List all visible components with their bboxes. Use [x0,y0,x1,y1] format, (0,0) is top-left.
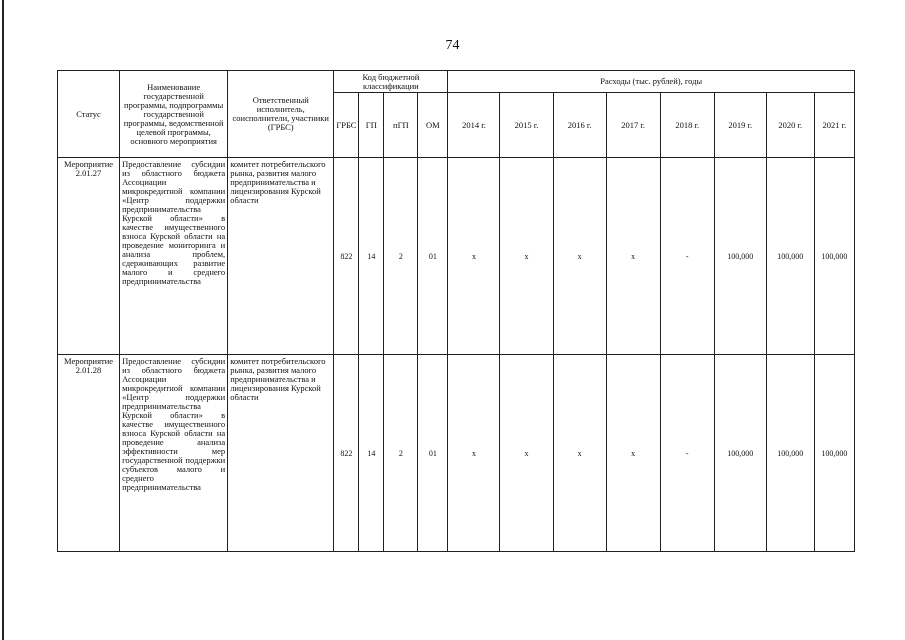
header-status: Статус [58,71,120,158]
header-code-pgp: пГП [384,93,418,158]
header-code-gp: ГП [359,93,384,158]
header-budget-code-group: Код бюджетной классификации [334,71,448,93]
budget-table [57,70,855,552]
row-value-2021: 100,000 [814,355,854,552]
table-row [58,355,855,552]
row-value-2015: x [500,158,553,355]
header-year-2021: 2021 г. [814,93,854,158]
header-year-2016: 2016 г. [553,93,606,158]
row-code-pgp: 2 [384,158,418,355]
row-value-2015: x [500,355,553,552]
row-value-2014: x [448,158,500,355]
row-value-2021: 100,000 [814,158,854,355]
row-code-gp: 14 [359,158,384,355]
row-value-2018: - [660,355,714,552]
header-year-2015: 2015 г. [500,93,553,158]
header-year-2014: 2014 г. [448,93,500,158]
row-name: Предоставление субсидии из областного бюджета Ассоциации микрокредитной компании «Центр поддержки предпринимательства Курской области» в качестве имущественного взноса Курской области на проведение анализа эффективности мер государственной поддержки субъектов малого и среднего предпринимательства [120,355,228,552]
row-value-2020: 100,000 [766,158,814,355]
row-value-2016: x [553,355,606,552]
row-value-2016: x [553,158,606,355]
header-name: Наименование государственной программы, подпрограммы государственной программы, ведомственной целевой программы, основного мероприятия [120,71,228,158]
row-value-2014: x [448,355,500,552]
row-code-pgp: 2 [384,355,418,552]
row-value-2017: x [606,158,660,355]
header-year-2019: 2019 г. [714,93,766,158]
row-value-2017: x [606,355,660,552]
scan-edge-line [2,0,4,640]
row-value-2020: 100,000 [766,355,814,552]
header-responsible: Ответственный исполнитель, соисполнители, участники (ГРБС) [228,71,334,158]
row-value-2019: 100,000 [714,158,766,355]
row-code-om: 01 [418,355,448,552]
row-code-om: 01 [418,158,448,355]
row-name: Предоставление субсидии из областного бюджета Ассоциации микрокредитной компании «Центр поддержки предпринимательства Курской области» в качестве имущественного взноса Курской области на проведение мониторинга и анализа проблем, сдерживающих развитие малого и среднего предпринимательства [120,158,228,355]
page-number: 74 [445,38,460,53]
header-year-2020: 2020 г. [766,93,814,158]
row-value-2018: - [660,158,714,355]
header-year-2017: 2017 г. [606,93,660,158]
row-responsible: комитет потребительского рынка, развития малого предпринимательства и лицензирования Курской области [228,355,334,552]
row-code-grbs: 822 [334,158,359,355]
row-value-2019: 100,000 [714,355,766,552]
row-code-grbs: 822 [334,355,359,552]
header-code-grbs: ГРБС [334,93,359,158]
row-responsible: комитет потребительского рынка, развития малого предпринимательства и лицензирования Курской области [228,158,334,355]
table-row [58,158,855,355]
row-status: Мероприятие 2.01.27 [58,158,120,355]
header-year-2018: 2018 г. [660,93,714,158]
row-status: Мероприятие 2.01.28 [58,355,120,552]
row-code-gp: 14 [359,355,384,552]
header-expenses-group: Расходы (тыс. рублей), годы [448,71,855,93]
header-code-om: ОМ [418,93,448,158]
